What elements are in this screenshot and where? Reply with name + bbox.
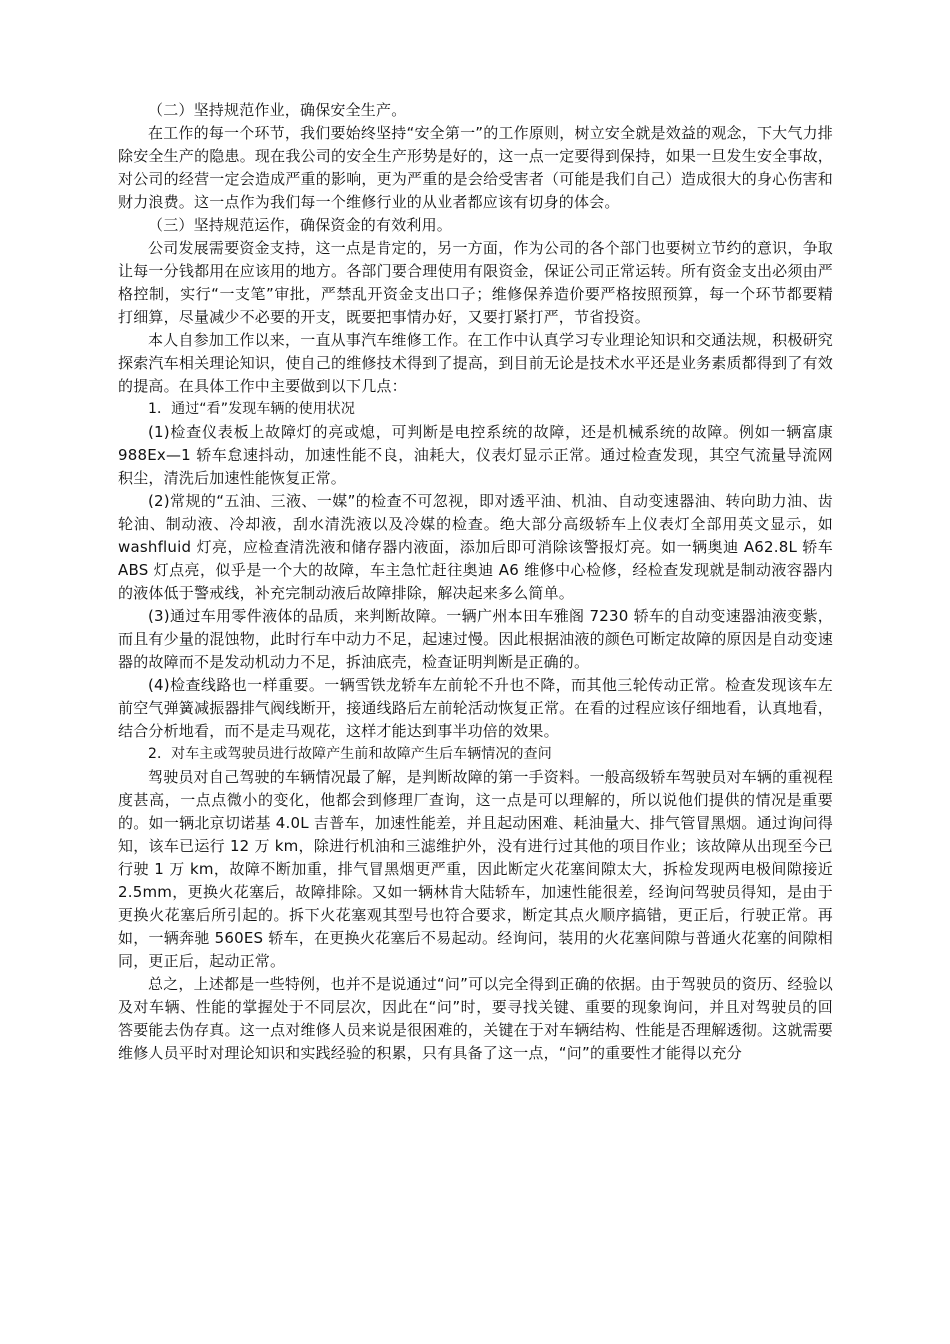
subheading-ask: 2．对车主或驾驶员进行故障产生前和故障产生后车辆情况的查问 [148, 746, 552, 762]
paragraph-ask: 驾驶员对自己驾驶的车辆情况最了解，是判断故障的第一手资料。一般高级轿车驾驶员对车辆的重视程度甚高，一点点微小的变化，他都会到修理厂查询，这一点是可以理解的，所以说他们提供的情况是重要的。如一辆北京切诺基 4.0L 吉普车，加速性能差，并且起动困难、耗油量大、排气管冒黑烟。通过询问得知，该车已运行 12 万 km，除进行机油和三滤维护外，没有进行过其他的项目作业；该故障从出现至今已行驶 1 万 km，故障不断加重，排气冒黑烟更严重，因此断定火花塞间隙太大，拆检发现两电极间隙接近 2.5mm，更换火花塞后，故障排除。又如一辆林肯大陆轿车，加速性能很差，经询问驾驶员得知，是由于更换火花塞后所引起的。拆下火花塞观其型号也符合要求，断定其点火顺序搞错，更正后，行驶正常。再如，一辆奔驰 560ES 轿车，在更换火花塞后不易起动。经询问，装用的火花塞间隙与普通火花塞的间隙相同，更正后，起动正常。 [118, 768, 833, 970]
paragraph-look-1: (1)检查仪表板上故障灯的亮或熄，可判断是电控系统的故障，还是机械系统的故障。例如一辆富康 988Ex—1 轿车怠速抖动，加速性能不良，油耗大，仪表灯显示正常。通过检查发现，其空气流量导流网积尘，清洗后加速性能恢复正常。 [118, 423, 833, 487]
paragraph-look-4: (4)检查线路也一样重要。一辆雪铁龙轿车左前轮不升也不降，而其他三轮传动正常。检查发现该车左前空气弹簧减振器排气阀线断开，接通线路后左前轮活动恢复正常。在看的过程应该仔细地看，认真地看，结合分析地看，而不是走马观花，这样才能达到事半功倍的效果。 [118, 676, 833, 740]
section-heading-2: （二）坚持规范作业，确保安全生产。 [148, 101, 407, 119]
paragraph-look-3: (3)通过车用零件液体的品质，来判断故障。一辆广州本田车雅阁 7230 轿车的自动变速器油液变紫，而且有少量的混蚀物，此时行车中动力不足，起速过慢。因此根据油液的颜色可断定故障的原因是自动变速器的故障而不是发动机动力不足，拆油底壳，检查证明判断是正确的。 [118, 607, 833, 671]
document-page [118, 99, 833, 1065]
paragraph-funds: 公司发展需要资金支持，这一点是肯定的，另一方面，作为公司的各个部门也要树立节约的意识，争取让每一分钱都用在应该用的地方。各部门要合理使用有限资金，保证公司正常运转。所有资金支出必须由严格控制，实行“一支笔”审批，严禁乱开资金支出口子；维修保养造价要严格按照预算，每一个环节都要精打细算，尽量减少不必要的开支，既要把事情办好，又要打紧打严，节省投资。 [118, 239, 833, 326]
subheading-look: 1．通过“看”发现车辆的使用状况 [148, 401, 356, 417]
section-heading-3: （三）坚持规范运作，确保资金的有效利用。 [148, 216, 453, 234]
paragraph-safety: 在工作的每一个环节，我们要始终坚持“安全第一”的工作原则，树立安全就是效益的观念，下大气力排除安全生产的隐患。现在我公司的安全生产形势是好的，这一点一定要得到保持，如果一旦发生安全事故，对公司的经营一定会造成严重的影响，更为严重的是会给受害者（可能是我们自己）造成很大的身心伤害和财力浪费。这一点作为我们每一个维修行业的从业者都应该有切身的体会。 [118, 124, 833, 211]
paragraph-personal: 本人自参加工作以来，一直从事汽车维修工作。在工作中认真学习专业理论知识和交通法规，积极研究探索汽车相关理论知识，使自己的维修技术得到了提高，到目前无论是技术水平还是业务素质都得到了有效的提高。在具体工作中主要做到以下几点： [118, 331, 833, 395]
paragraph-look-2: (2)常规的“五油、三液、一媒”的检查不可忽视，即对透平油、机油、自动变速器油、转向助力油、齿轮油、制动液、冷却液，刮水清洗液以及冷媒的检查。绝大部分高级轿车上仪表灯全部用英文显示，如 washfluid 灯亮，应检查清洗液和储存器内液面，添加后即可消除该警报灯亮。如一辆奥迪 A62.8L 轿车 ABS 灯点亮，似乎是一个大的故障，车主急忙赶往奥迪 A6 维修中心检修，经检查发现就是制动液容器内的液体低于警戒线，补充完制动液后故障排除，解决起来多么简单。 [118, 492, 833, 602]
paragraph-summary: 总之，上述都是一些特例，也并不是说通过“问”可以完全得到正确的依据。由于驾驶员的资历、经验以及对车辆、性能的掌握处于不同层次，因此在“问”时，要寻找关键、重要的现象询问，并且对驾驶员的回答要能去伪存真。这一点对维修人员来说是很困难的，关键在于对车辆结构、性能是否理解透彻。这就需要维修人员平时对理论知识和实践经验的积累，只有具备了这一点，“问”的重要性才能得以充分 [118, 975, 833, 1062]
